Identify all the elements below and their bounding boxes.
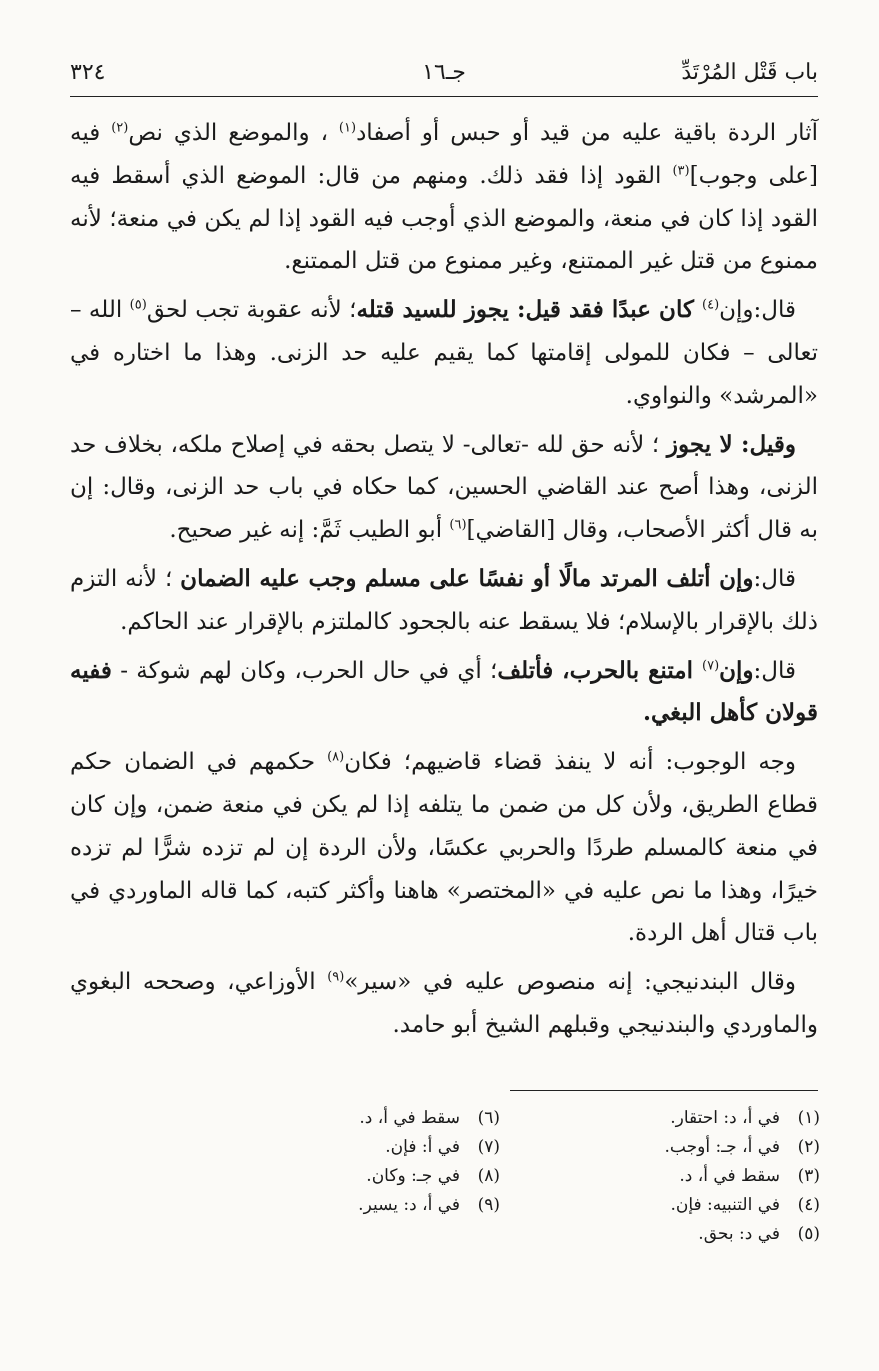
paragraph [70,424,818,552]
footnote-marker: (٣) [672,163,690,179]
footnote-marker: (٩) [327,969,345,985]
footnote-marker: (٤) [702,297,720,313]
footnote-number: (٤) [797,1195,820,1215]
footnote [180,1133,500,1162]
footnote-text: في أ، د: يسير. [358,1195,460,1215]
text-run: قال:وإن [719,297,797,324]
footnote-number: (٣) [797,1166,820,1186]
footnote-marker: (٦) [449,517,467,533]
text-run: أبو الطيب ثَمَّ: إنه غير صحيح. [169,517,450,544]
footnote-number: (١) [797,1108,820,1128]
text-run: وقال البندنيجي: إنه منصوص عليه في «سير» [344,969,796,996]
footnote-number: (٨) [477,1166,500,1186]
footnote-column-left [180,1104,500,1249]
paragraph [70,558,818,644]
text-run: قال: [753,657,796,684]
footnote-text: في د: بحق. [698,1224,780,1244]
text-run: ؛ لأنه عقوبة تجب لحق [146,297,357,324]
bold-text: ففيه قولان كأهل البغي. [70,656,818,727]
text-run: فيه [على وجوب] [70,120,819,189]
header-rule [70,96,818,97]
bold-text: امتنع بالحرب، فأتلف [497,656,702,684]
volume-number: جـ١٦ [422,59,466,85]
footnote-marker: (١) [338,120,357,136]
footnote-number: (٧) [477,1137,500,1157]
page-number: ٣٢٤ [70,59,106,85]
footnote-text: في أ: فإن. [385,1137,460,1157]
bold-text: كان عبدًا فقد قيل: يجوز للسيد قتله [356,296,703,324]
footnote [180,1104,500,1133]
text-run: ؛ لأنه حق لله -تعالى- لا يتصل بحقه في إصلاح ملكه، بخلاف حد الزنى، وهذا أصح عند القاضي الحسين، كما حكاه في باب حد الزنى، وقال: إن به قال أكثر الأصحاب، وقال [القاضي] [70,431,818,544]
footnote-text: في أ، د: احتقار. [670,1108,780,1128]
paragraph [70,650,818,736]
paragraph [70,289,818,417]
footnote [500,1133,820,1162]
bold-text: وإن [719,656,754,684]
paragraph [70,112,818,283]
footnote-number: (٦) [477,1108,500,1128]
footnote [180,1191,500,1220]
text-run: وجه الوجوب: أنه لا ينفذ قضاء قاضيهم؛ فكان [344,749,796,776]
footnote-marker: (٥) [129,297,147,313]
footnote [500,1191,820,1220]
text-run: قال: [753,565,796,592]
footnote-text: سقط في أ، د. [359,1108,460,1128]
text-run: ؛ أي في حال الحرب، وكان لهم شوكة - [111,657,498,684]
footnote-text: سقط في أ، د. [679,1166,780,1186]
text-run: آثار الردة باقية عليه من قيد أو حبس أو أصفاد [356,120,818,146]
footnote-number: (٩) [477,1195,500,1215]
main-text [70,112,818,1053]
footnote-marker: (٨) [327,749,345,765]
text-run: القود إذا فقد ذلك. ومنهم من قال: الموضع الذي أسقط فيه القود إذا كان في منعة، والموضع الذي أوجب فيه القود إذا لم يكن في منعة؛ لأنه ممنوع من قتل غير الممتنع، وغير ممنوع من قتل الممتنع. [70,162,818,275]
footnote [500,1220,820,1249]
text-run: الله – تعالى – فكان للمولى إقامتها كما يقيم عليه حد الزنى. وهذا ما اختاره في «المرشد» والنواوي. [70,297,818,409]
page-header [70,52,818,92]
footnote-text: في أ، جـ: أوجب. [664,1137,780,1157]
footnote-number: (٥) [797,1224,820,1244]
text-run: ؛ لأنه التزم ذلك بالإقرار بالإسلام؛ فلا يسقط عنه بالجحود كالملتزم بالإقرار عند الحاكم. [70,565,818,635]
footnote-rule [510,1090,818,1091]
bold-text: وإن أتلف المرتد مالًا أو نفسًا على مسلم وجب عليه الضمان [180,564,754,592]
footnote-number: (٢) [797,1137,820,1157]
text-run: ، والموضع الذي نص [128,120,339,146]
footnote [500,1104,820,1133]
chapter-title: باب قَتْل المُرْتَدِّ [681,59,818,85]
footnote [180,1162,500,1191]
footnotes [180,1104,820,1249]
footnote-marker: (٢) [111,120,129,136]
footnote-column-right [500,1104,820,1249]
footnote-text: في التنبيه: فإن. [670,1195,780,1215]
paragraph [70,961,818,1047]
footnote-marker: (٧) [702,657,720,673]
footnote-text: في جـ: وكان. [366,1166,460,1186]
text-run: حكمهم في الضمان حكم قطاع الطريق، ولأن كل من ضمن ما يتلفه إذا لم يكن في منعة ضمن، وإن كان في منعة كالمسلم طردًا والحربي عكسًا، ولأن الردة إن لم تزده شرًّا لم تزده خيرًا، وهذا ما نص عليه في «المختصر» هاهنا وأكثر كتبه، كما قاله الماوردي في باب قتال أهل الردة. [70,749,818,947]
bold-text: وقيل: لا يجوز [666,430,796,458]
paragraph [70,741,818,955]
text-run: الأوزاعي، وصححه البغوي والماوردي والبندنيجي وقبلهم الشيخ أبو حامد. [70,969,818,1038]
footnote [500,1162,820,1191]
